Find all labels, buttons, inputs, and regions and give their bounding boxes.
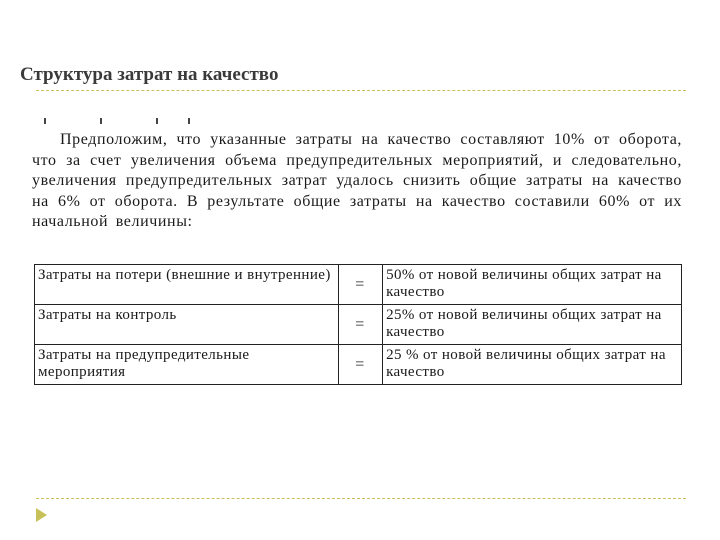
cost-structure-table bbox=[34, 264, 682, 385]
equals-sign: = bbox=[338, 305, 382, 345]
body-paragraph: Предположим, что указанные затраты на качество составляют 10% от оборота, что за счет увеличения объема предупредительных мероприятий, и следовательно, увеличения предупредительных затрат удалось снизить общие затраты на качество на 6% от оборота. В результате общие затраты на качество составили 60% от их начальной величины: bbox=[32, 131, 682, 230]
table-row bbox=[35, 265, 682, 305]
scanned-excerpt bbox=[28, 112, 688, 392]
slide-title: Структура затрат на качество bbox=[20, 64, 279, 85]
equals-sign: = bbox=[338, 345, 382, 385]
bottom-divider bbox=[36, 498, 686, 499]
row-label: Затраты на потери (внешние и внутренние) bbox=[35, 265, 339, 305]
table-row bbox=[35, 345, 682, 385]
row-value: 25% от новой величины общих затрат на качество bbox=[383, 305, 682, 345]
table-row bbox=[35, 305, 682, 345]
row-label: Затраты на предупредительные мероприятия bbox=[35, 345, 339, 385]
equals-sign: = bbox=[338, 265, 382, 305]
row-value: 25 % от новой величины общих затрат на качество bbox=[383, 345, 682, 385]
scan-artifact-marks bbox=[42, 118, 192, 126]
top-divider bbox=[36, 90, 686, 91]
triangle-bullet-icon bbox=[36, 508, 47, 522]
row-value: 50% от новой величины общих затрат на качество bbox=[383, 265, 682, 305]
row-label: Затраты на контроль bbox=[35, 305, 339, 345]
